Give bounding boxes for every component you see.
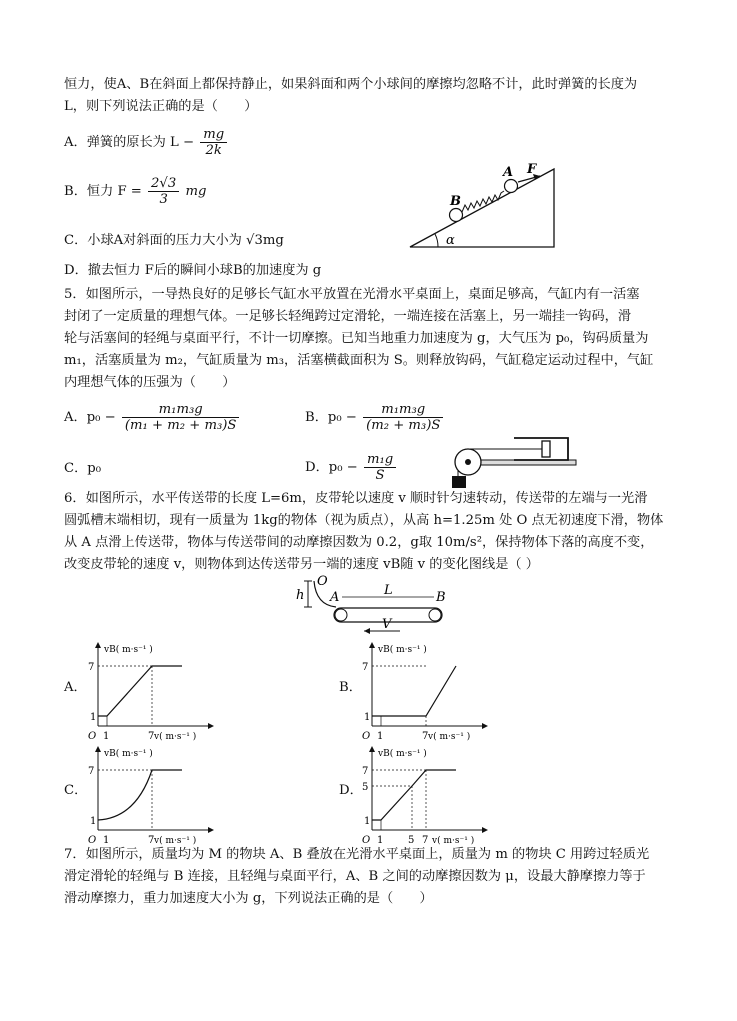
q7-line1: 7．如图所示，质量均为 M 的物块 A、B 叠放在光滑水平桌面上，质量为 m 的物块 C 用跨过轻质光 [64,847,650,862]
q5-option-d-fraction [364,452,396,483]
alpha-label: α [446,233,455,248]
x-axis-arrow [208,723,214,729]
velocity-arrow-head [364,628,370,634]
q6-line1: 6．如图所示，水平传送带的长度 L=6m，皮带轮以速度 v 顺时针匀速转动，传送带的左端与一光滑 [64,491,648,506]
label-h: h [296,588,305,603]
q7-line3: 滑动摩擦力，重力加速度大小为 g，下列说法正确的是（ ） [64,891,433,906]
label-f: F [527,162,537,177]
y-axis-arrow [95,642,101,648]
ball-a [505,180,518,193]
q5-line4: m₁，活塞质量为 m₂，气缸质量为 m₃，活塞横截面积为 S。则释放钩码，气缸稳定运动过程中，气缸 [64,353,654,368]
y-tick-1: 1 [90,816,97,827]
conveyor-figure [290,575,460,637]
y-tick-7: 7 [362,662,369,673]
q5-option-b [305,402,445,433]
x-tick-1: 1 [377,835,384,846]
graph-c-label: C． [64,783,88,798]
q4-option-a-fraction [200,127,227,158]
y-axis-label: vB( m·s⁻¹ ) [378,749,427,759]
x-axis-arrow [482,827,488,833]
q4-option-d: D．撤去恒力 F后的瞬间小球B的加速度为 g [64,263,322,278]
q5-option-b-prefix: B．p₀ − [305,410,357,425]
q5-option-b-fraction [363,402,443,433]
left-roller [335,609,347,621]
label-a: A [330,590,340,605]
q4-line2: L，则下列说法正确的是（ ） [64,99,258,114]
q5-line5: 内理想气体的压强为（ ） [64,375,236,390]
q5-option-a-prefix: A．p₀ − [64,410,116,425]
pulley-axle [465,459,471,465]
q4-option-b-prefix: B．恒力 F = [64,184,142,199]
angle-arc [435,234,438,247]
label-b: B [450,194,461,209]
q4-option-b-suffix: mg [185,184,207,199]
graph-d [360,740,495,846]
q5-line1: 5．如图所示，一导热良好的足够长气缸水平放置在光滑水平桌面上，桌面足够高，气缸内有一活塞 [64,287,640,302]
graph-d-label: D． [339,783,363,798]
graph-b-label: B． [339,680,362,695]
graph-curve [372,770,456,820]
q4-option-b-denominator: 3 [159,192,168,207]
q5-option-d-numerator: m₁g [364,452,396,468]
x-axis-label: v( m·s⁻¹ ) [154,732,197,742]
q5-option-b-numerator: m₁m₃g [363,402,443,418]
q4-option-b-numerator: 2√3 [148,176,179,192]
q6-line2: 圆弧槽末端相切，现有一质量为 1kg的物体（视为质点），从高 h=1.25m 处 O 点无初速度下滑，物体 [64,513,664,528]
y-tick-7: 7 [362,766,369,777]
x-tick-1: 1 [377,731,384,742]
y-tick-1: 1 [90,712,97,723]
q7-line2: 滑定滑轮的轻绳与 B 连接，且轻绳与桌面平行，A、B 之间的动摩擦因数为 μ，设最大静摩擦力等于 [64,869,646,884]
x-tick-7: 7 [422,835,429,846]
y-axis-arrow [369,746,375,752]
graph-curve [98,770,182,820]
q4-option-a-numerator: mg [200,127,227,143]
q5-line2: 封闭了一定质量的理想气体。一足够长轻绳跨过定滑轮，一端连接在活塞上，另一端挂一钩码，滑 [64,309,632,324]
q4-option-c: C．小球A对斜面的压力大小为 √3mg [64,233,284,248]
q5-option-d-prefix: D．p₀ − [305,460,358,475]
y-axis-arrow [369,642,375,648]
x-axis-arrow [482,723,488,729]
y-tick-5: 5 [362,782,369,793]
q5-option-a-denominator: (m₁ + m₂ + m₃)S [124,418,237,433]
label-v: V [382,617,392,632]
origin-label: O [362,731,371,742]
graph-curve [372,666,456,716]
right-roller [429,609,441,621]
q5-option-a-fraction [122,402,240,433]
cylinder-figure [448,432,578,490]
y-tick-7: 7 [88,766,95,777]
label-a: A [503,165,514,180]
q5-line3: 轮与活塞间的轻绳与桌面平行，不计一切摩擦。已知当地重力加速度为 g，大气压为 p₀，钩码质量为 [64,331,649,346]
spring-coil [462,191,504,212]
y-axis-label: vB( m·s⁻¹ ) [104,749,153,759]
graph-a [86,636,221,742]
x-axis-label: v( m·s⁻¹ ) [154,836,197,846]
q5-option-a [64,402,241,433]
x-tick-7: 7 [148,731,155,742]
y-tick-7: 7 [88,662,95,673]
x-tick-1: 1 [103,835,110,846]
x-tick-1: 1 [103,731,110,742]
q4-option-a-prefix: A．弹簧的原长为 L − [64,135,195,150]
incline-triangle [410,169,554,247]
y-axis-arrow [95,746,101,752]
q5-option-a-numerator: m₁m₃g [122,402,240,418]
piston [542,441,550,457]
graph-c [86,740,221,846]
q4-option-b [64,176,206,207]
label-l: L [384,583,393,598]
q5-option-d-denominator: S [375,468,385,483]
q6-line3: 从 A 点滑上传送带，物体与传送带间的动摩擦因数为 0.2，g取 10m/s²，保持物体下落的高度不变， [64,535,654,550]
q4-line1: 恒力，使A、B在斜面上都保持静止，如果斜面和两个小球间的摩擦均忽略不计，此时弹簧的长度为 [64,77,638,92]
y-tick-1: 1 [364,816,371,827]
incline-figure [408,162,558,250]
origin-label: O [88,731,97,742]
q5-option-c: C．p₀ [64,461,102,476]
graph-b [360,636,495,742]
graph-a-label: A． [64,680,87,695]
q5-option-b-denominator: (m₂ + m₃)S [366,418,441,433]
hook-weight [452,476,466,488]
graph-curve [98,666,182,716]
label-o: O [317,574,328,589]
x-tick-5: 5 [408,835,415,846]
q4-option-a [64,127,229,158]
x-axis-label: v( m·s⁻¹ ) [428,732,471,742]
q4-option-a-denominator: 2k [205,143,222,158]
q5-option-d [305,452,398,483]
origin-label: O [88,835,97,846]
x-tick-7: 7 [422,731,429,742]
y-tick-1: 1 [364,712,371,723]
origin-label: O [362,835,371,846]
x-axis-arrow [208,827,214,833]
y-axis-label: vB( m·s⁻¹ ) [104,645,153,655]
ball-b [450,209,463,222]
y-axis-label: vB( m·s⁻¹ ) [378,645,427,655]
q4-option-b-fraction [148,176,179,207]
q6-line4: 改变皮带轮的速度 v，则物体到达传送带另一端的速度 vB随 v 的变化图线是（ ） [64,557,539,572]
label-b: B [436,590,446,605]
x-axis-label: v( m·s⁻¹ ) [432,836,475,846]
x-tick-7: 7 [148,835,155,846]
